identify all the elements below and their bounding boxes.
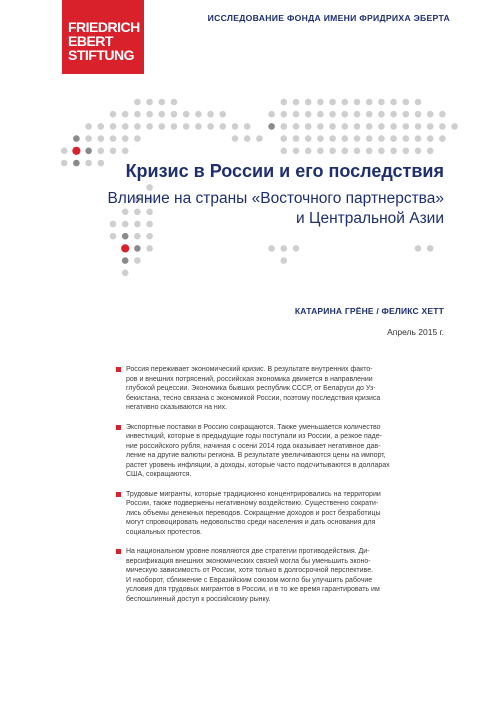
- map-dot: [305, 148, 312, 155]
- map-dot: [329, 111, 336, 118]
- map-dot: [305, 123, 312, 130]
- map-dot: [354, 135, 361, 142]
- summary-line: Трудовые мигранты, которые традиционно концентрировались на территории: [126, 490, 381, 498]
- summary-line: ление на другие валюты региона. В результате увеличиваются цены на импорт,: [126, 452, 386, 459]
- map-dot: [378, 148, 385, 155]
- summary-item: [116, 547, 456, 604]
- map-dot: [195, 111, 202, 118]
- map-dot: [232, 135, 239, 142]
- map-dot: [305, 135, 312, 142]
- map-dot: [439, 135, 446, 142]
- map-dot: [366, 111, 373, 118]
- map-dot: [232, 123, 239, 130]
- map-dot: [122, 270, 129, 277]
- map-dot: [122, 111, 129, 118]
- highlight-dot: [72, 147, 80, 155]
- map-dot: [207, 123, 214, 130]
- map-dot: [122, 123, 129, 130]
- map-dot: [110, 111, 117, 118]
- summary-line: США, сокращаются.: [126, 471, 192, 478]
- map-dot: [268, 245, 275, 252]
- map-dot: [403, 148, 410, 155]
- map-dot: [354, 148, 361, 155]
- summary-text: [126, 365, 456, 413]
- map-dot: [378, 111, 385, 118]
- map-dot: [293, 111, 300, 118]
- map-dot: [85, 123, 92, 130]
- map-dot: [329, 123, 336, 130]
- map-dot: [110, 148, 117, 155]
- map-dot: [244, 135, 251, 142]
- authors: КАТАРИНА ГРЁНЕ / ФЕЛИКС ХЕТТ: [294, 306, 444, 316]
- summary-line: бекистана, тесно связана с экономикой России, поэтому последствия кризиса: [126, 394, 381, 402]
- map-dot: [134, 233, 141, 240]
- map-dot: [354, 123, 361, 130]
- map-dot: [451, 123, 458, 130]
- map-dot: [317, 111, 324, 118]
- map-dot: [293, 99, 300, 106]
- map-dot: [281, 123, 288, 130]
- map-dot: [207, 111, 214, 118]
- map-dot: [415, 135, 422, 142]
- map-dot: [159, 123, 166, 130]
- map-dot: [378, 123, 385, 130]
- map-dot: [342, 99, 349, 106]
- map-dot: [427, 135, 434, 142]
- document-subtitle: [100, 189, 444, 229]
- map-dot: [98, 135, 105, 142]
- map-dot: [159, 111, 166, 118]
- map-dot: [415, 123, 422, 130]
- map-dot: [134, 245, 141, 252]
- map-dot: [415, 99, 422, 106]
- map-dot: [268, 123, 275, 130]
- map-dot: [293, 135, 300, 142]
- map-dot: [183, 111, 190, 118]
- map-dot: [403, 123, 410, 130]
- map-dot: [171, 99, 178, 106]
- summary-line: Россия переживает экономический кризис. В результате внутренних факто-: [126, 366, 373, 373]
- map-dot: [159, 99, 166, 106]
- highlight-dot: [121, 244, 129, 252]
- map-dot: [317, 148, 324, 155]
- map-dot: [281, 99, 288, 106]
- map-dot: [403, 111, 410, 118]
- map-dot: [146, 111, 153, 118]
- map-dot: [220, 111, 227, 118]
- summary-line: лись объемы денежных переводов. Сокращение доходов и рост безработицы: [126, 509, 381, 517]
- map-dot: [293, 245, 300, 252]
- map-dot: [415, 111, 422, 118]
- map-dot: [134, 99, 141, 106]
- logo-line-3: STIFTUNG: [68, 47, 134, 63]
- map-dot: [85, 148, 92, 155]
- map-dot: [98, 148, 105, 155]
- map-dot: [293, 123, 300, 130]
- map-dot: [146, 99, 153, 106]
- map-dot: [354, 111, 361, 118]
- map-dot: [281, 111, 288, 118]
- summary-line: условия для трудовых мигрантов в России, и в то же время гарантировать им: [126, 586, 380, 593]
- map-dot: [342, 148, 349, 155]
- map-dot: [427, 245, 434, 252]
- summary-line: беспошлинный доступ к российскому рынку.: [126, 595, 271, 603]
- map-dot: [293, 148, 300, 155]
- map-dot: [390, 148, 397, 155]
- map-dot: [134, 257, 141, 264]
- map-dot: [122, 257, 129, 264]
- map-dot: [110, 233, 117, 240]
- map-dot: [427, 123, 434, 130]
- red-square-bullet-icon: [116, 425, 121, 430]
- summary-line: негативно сказываются на них.: [126, 404, 228, 411]
- red-square-bullet-icon: [116, 367, 121, 372]
- summary-item: [116, 365, 456, 413]
- map-dot: [122, 135, 129, 142]
- map-dot: [61, 148, 68, 155]
- map-dot: [366, 123, 373, 130]
- map-dot: [427, 148, 434, 155]
- map-dot: [342, 111, 349, 118]
- map-dot: [403, 135, 410, 142]
- map-dot: [122, 148, 129, 155]
- summary-line: И наоборот, сближение с Евразийским союзом могло бы улучшить рабочие: [126, 576, 373, 584]
- map-dot: [305, 111, 312, 118]
- map-dot: [134, 123, 141, 130]
- summary-line: могут спровоцировать недовольство среди населения и дать основания для: [126, 519, 376, 526]
- map-dot: [354, 99, 361, 106]
- map-dot: [146, 123, 153, 130]
- map-dot: [329, 135, 336, 142]
- map-dot: [268, 111, 275, 118]
- map-dot: [98, 160, 105, 167]
- map-dot: [85, 135, 92, 142]
- map-dot: [244, 123, 251, 130]
- summary-line: растет уровень инфляции, а доходы, которые часто подсчитываются в долларах: [126, 461, 390, 469]
- map-dot: [390, 123, 397, 130]
- map-dot: [329, 148, 336, 155]
- map-dot: [281, 257, 288, 264]
- map-dot: [85, 160, 92, 167]
- map-dot: [122, 233, 129, 240]
- map-dot: [342, 123, 349, 130]
- summary-item: [116, 490, 456, 538]
- summary-line: мическую зависимость от России, хотя только в долгосрочной перспективе.: [126, 567, 374, 574]
- map-dot: [317, 123, 324, 130]
- map-dot: [439, 123, 446, 130]
- summary-line: России, также подвержены негативному воздействию. Существенно сократи-: [126, 500, 379, 507]
- red-square-bullet-icon: [116, 549, 121, 554]
- map-dot: [171, 111, 178, 118]
- map-dot: [317, 99, 324, 106]
- map-dot: [220, 123, 227, 130]
- document-title: Кризис в России и его последствия: [125, 161, 444, 181]
- map-dot: [427, 111, 434, 118]
- red-square-bullet-icon: [116, 492, 121, 497]
- logo-line-2: EBERT: [68, 33, 113, 49]
- map-dot: [171, 123, 178, 130]
- map-dot: [366, 135, 373, 142]
- map-dot: [134, 135, 141, 142]
- map-dot: [146, 245, 153, 252]
- summary-text: [126, 490, 456, 538]
- map-dot: [305, 99, 312, 106]
- map-dot: [317, 135, 324, 142]
- summary-line: глубокой рецессии. Экономика бывших республик СССР, от Беларуси до Уз-: [126, 385, 376, 392]
- map-dot: [73, 160, 80, 167]
- subtitle-line-2: и Центральной Азии: [296, 210, 444, 227]
- map-dot: [415, 245, 422, 252]
- map-dot: [366, 148, 373, 155]
- map-dot: [439, 111, 446, 118]
- map-dot: [281, 135, 288, 142]
- map-dot: [378, 99, 385, 106]
- summary-line: инвестиций, которые в предыдущие годы поступали из России, а резкое паде-: [126, 433, 382, 440]
- logo-line-1: FRIEDRICH: [68, 19, 140, 35]
- map-dot: [110, 123, 117, 130]
- map-dot: [390, 111, 397, 118]
- map-dot: [403, 99, 410, 106]
- publication-date: Апрель 2015 г.: [387, 327, 444, 337]
- map-dot: [256, 135, 263, 142]
- map-dot: [378, 135, 385, 142]
- map-dot: [390, 99, 397, 106]
- summary-line: На национальном уровне появляются две стратегии противодействия. Ди-: [126, 548, 370, 555]
- summary-line: Экспортные поставки в Россию сокращаются. Также уменьшается количество: [126, 423, 381, 431]
- map-dot: [73, 135, 80, 142]
- map-dot: [183, 123, 190, 130]
- summary-text: [126, 547, 456, 604]
- map-dot: [415, 148, 422, 155]
- map-dot: [61, 160, 68, 167]
- map-dot: [146, 233, 153, 240]
- map-dot: [329, 99, 336, 106]
- summary-item: [116, 423, 456, 480]
- summary-line: ние российского рубля, начиная с осени 2014 года оказывает негативное дав-: [126, 442, 381, 450]
- map-dot: [390, 135, 397, 142]
- summary-line: социальных протестов.: [126, 528, 202, 536]
- map-dot: [98, 123, 105, 130]
- map-dot: [195, 123, 202, 130]
- map-dot: [281, 148, 288, 155]
- map-dot: [366, 99, 373, 106]
- map-dot: [110, 135, 117, 142]
- subtitle-line-1: Влияние на страны «Восточного партнерства»: [107, 190, 444, 207]
- study-label: ИССЛЕДОВАНИЕ ФОНДА ИМЕНИ ФРИДРИХА ЭБЕРТА: [207, 13, 450, 23]
- summary-line: ров и внешних потрясений, российская экономика движется в направлении: [126, 375, 373, 383]
- map-dot: [134, 111, 141, 118]
- summary-text: [126, 423, 456, 480]
- summary-list: [116, 365, 456, 614]
- map-dot: [281, 245, 288, 252]
- summary-line: версификация внешних экономических связей могла бы уменьшить эконо-: [126, 557, 371, 565]
- map-dot: [342, 135, 349, 142]
